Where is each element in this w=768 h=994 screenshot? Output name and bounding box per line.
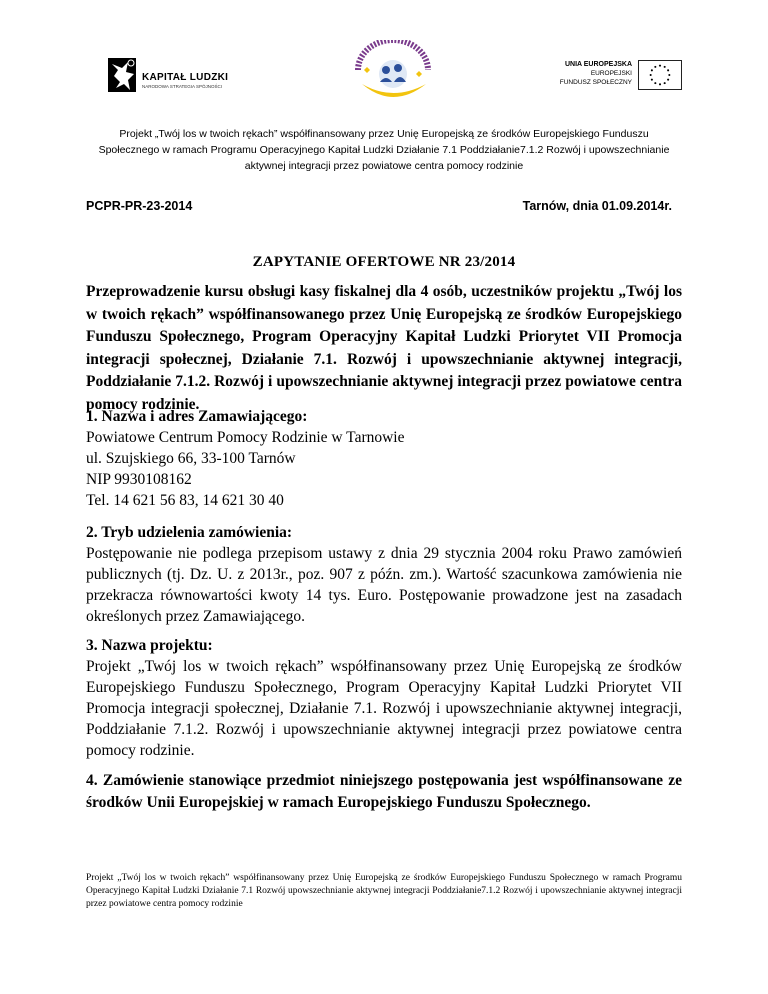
section-procedure-mode bbox=[86, 522, 682, 627]
lead-paragraph: Przeprowadzenie kursu obsługi kasy fiskalnej dla 4 osób, uczestników projektu „Twój los w twoich rękach” współfinansowanego przez Unię Europejską ze środków Europejskiego Funduszu Społecznego, Program Operacyjny Kapitał Ludzki Priorytet VII Promocja integracji społecznej, Działanie 7.1. Rozwój i upowszechnianie aktywnej integracji, Poddziałanie 7.1.2. Rozwój i upowszechnianie aktywnej integracji przez powiatowe centra pomocy rodzinie. bbox=[86, 283, 682, 413]
ue-line-1: UNIA EUROPEJSKA bbox=[564, 61, 632, 68]
unia-europejska-text bbox=[560, 60, 632, 87]
section-1-heading: 1. Nazwa i adres Zamawiającego: bbox=[86, 408, 308, 425]
project-header-line: Społecznego w ramach Programu Operacyjnego Kapitał Ludzki Działanie 7.1 Poddziałanie7.1.2 Rozwój i upowszechnianie bbox=[98, 144, 670, 156]
section-3-heading: 3. Nazwa projektu: bbox=[86, 637, 213, 654]
authority-name: Powiatowe Centrum Pomocy Rodzinie w Tarnowie bbox=[86, 429, 405, 446]
section-project-name bbox=[86, 635, 682, 761]
page-footer: Projekt „Twój los w twoich rękach” współfinansowany przez Unię Europejską ze środków Europejskiego Funduszu Społecznego w ramach Programu Operacyjnego Kapitał Ludzki Działanie 7.1 Rozwój upowszechnianie aktywnej integracji Poddziałanie7.1.2 Rozwój i upowszechnianie aktywnej integracji przez powiatowe centra pomocy rodzinie bbox=[86, 873, 682, 909]
section-2-text: Postępowanie nie podlega przepisom ustawy z dnia 29 stycznia 2004 roku Prawo zamówień publicznych (tj. Dz. U. z 2013r., poz. 907 z późn. zm.). Wartość szacunkowa zamówienia nie przekracza równowartości kwoty 14 tys. Euro. Postępowanie prowadzone jest na zasadach określonych przez Zamawiającego. bbox=[86, 545, 682, 625]
unia-europejska-logo bbox=[552, 60, 682, 94]
document-title: ZAPYTANIE OFERTOWE NR 23/2014 bbox=[252, 254, 516, 270]
kapital-ludzki-subtitle: NARODOWA STRATEGIA SPÓJNOŚCI bbox=[142, 84, 223, 89]
authority-phone: Tel. 14 621 56 83, 14 621 30 40 bbox=[86, 492, 284, 509]
authority-nip: NIP 9930108162 bbox=[86, 471, 192, 488]
kapital-ludzki-logo bbox=[108, 54, 248, 102]
kapital-ludzki-title: KAPITAŁ LUDZKI bbox=[142, 72, 229, 83]
pcpr-logo-icon bbox=[352, 40, 434, 106]
section-contracting-authority bbox=[86, 406, 682, 511]
eu-flag-icon bbox=[638, 60, 682, 90]
section-2-heading: 2. Tryb udzielenia zamówienia: bbox=[86, 524, 293, 541]
project-header bbox=[64, 126, 704, 174]
authority-address: ul. Szujskiego 66, 33-100 Tarnów bbox=[86, 450, 296, 467]
kapital-ludzki-mark-icon bbox=[108, 54, 138, 94]
document-date: Tarnów, dnia 01.09.2014r. bbox=[522, 199, 672, 213]
reference-number: PCPR-PR-23-2014 bbox=[86, 199, 193, 213]
section-cofinancing: 4. Zamówienie stanowiące przedmiot niniejszego postępowania jest współfinansowane ze środków Unii Europejskiej w ramach Europejskiego Funduszu Społecznego. bbox=[86, 772, 682, 811]
section-3-text: Projekt „Twój los w twoich rękach” współfinansowany przez Unię Europejską ze środków Europejskiego Funduszu Społecznego, Program Operacyjny Kapitał Ludzki Priorytet VII Promocja integracji społecznej, Działanie 7.1. Rozwój i upowszechnianie aktywnej integracji, Poddziałanie 7.1.2. Rozwój i upowszechnianie aktywnej integracji przez powiatowe centra pomocy rodzinie. bbox=[86, 658, 682, 759]
ue-line-2: EUROPEJSKI bbox=[590, 70, 632, 77]
project-header-line: aktywnej integracji przez powiatowe centra pomocy rodzinie bbox=[244, 160, 524, 172]
ue-line-3: FUNDUSZ SPOŁECZNY bbox=[559, 79, 632, 86]
project-header-line: Projekt „Twój los w twoich rękach” współfinansowany przez Unię Europejską ze środków Europejskiego Funduszu bbox=[119, 128, 649, 140]
